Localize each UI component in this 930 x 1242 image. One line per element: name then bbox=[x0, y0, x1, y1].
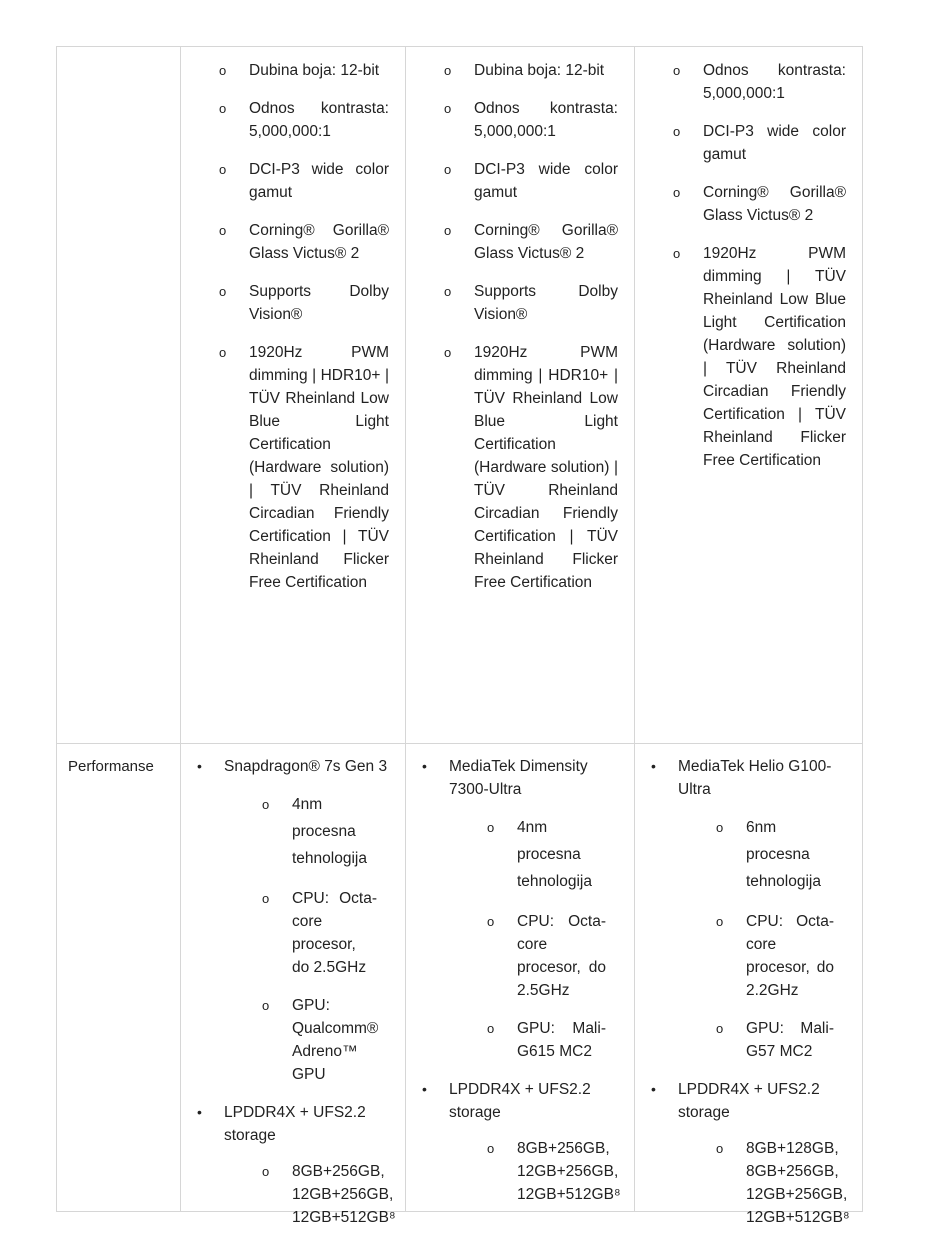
memory-item-text: LPDDR4X + UFS2.2 storage bbox=[678, 1081, 820, 1121]
circle-bullet-icon: o bbox=[444, 223, 452, 238]
memory-item-sub-list bbox=[449, 1137, 622, 1206]
bullet-icon: • bbox=[197, 1104, 202, 1120]
circle-bullet-icon: o bbox=[487, 820, 495, 835]
sub-item-text: Odnos kontrasta: 5,000,000:1 bbox=[474, 100, 618, 140]
sub-list-item bbox=[181, 59, 405, 82]
sub-item-text: Dubina boja: 12-bit bbox=[474, 62, 605, 79]
row-label-cell bbox=[57, 744, 181, 1212]
chip-item-text: Snapdragon® 7s Gen 3 bbox=[224, 758, 388, 775]
memory-item-text: LPDDR4X + UFS2.2 storage bbox=[449, 1081, 591, 1121]
circle-bullet-icon: o bbox=[673, 246, 681, 261]
circle-bullet-icon: o bbox=[219, 101, 227, 116]
sub-list-item bbox=[449, 1017, 622, 1063]
sub-list-item bbox=[181, 280, 405, 326]
circle-bullet-icon: o bbox=[716, 1141, 724, 1156]
sub-list-item bbox=[635, 242, 862, 472]
sub-list-item bbox=[224, 887, 393, 979]
sub-list-item bbox=[181, 158, 405, 204]
bullet-icon: • bbox=[651, 758, 656, 774]
sub-item-text: DCI-P3 wide color gamut bbox=[703, 123, 846, 163]
sub-list-item bbox=[449, 1137, 622, 1206]
sub-item-text: CPU: Octa-core procesor, do 2.5GHz bbox=[517, 913, 606, 999]
circle-bullet-icon: o bbox=[487, 1021, 495, 1036]
display-feature-list bbox=[635, 59, 862, 472]
sub-item-text: DCI-P3 wide color gamut bbox=[249, 161, 389, 201]
phone1-display-cell bbox=[181, 47, 406, 744]
sub-list-item bbox=[635, 59, 862, 105]
circle-bullet-icon: o bbox=[673, 63, 681, 78]
sub-list-item bbox=[678, 1137, 850, 1229]
sub-item-text: 8GB+256GB, 12GB+256GB, 12GB+512GB⁸ bbox=[517, 1140, 621, 1203]
sub-item-text: Corning® Gorilla® Glass Victus® 2 bbox=[474, 222, 618, 262]
circle-bullet-icon: o bbox=[673, 185, 681, 200]
phone2-display-cell bbox=[406, 47, 635, 744]
circle-bullet-icon: o bbox=[219, 162, 227, 177]
sub-item-text: CPU: Octa-core procesor, do 2.5GHz bbox=[292, 890, 377, 976]
sub-item-text: GPU: Mali-G57 MC2 bbox=[746, 1020, 834, 1060]
sub-item-text: Corning® Gorilla® Glass Victus® 2 bbox=[249, 222, 389, 262]
sub-list-item bbox=[406, 158, 634, 204]
memory-item-text: LPDDR4X + UFS2.2 storage bbox=[224, 1104, 366, 1144]
chip-item bbox=[406, 755, 634, 1063]
display-feature-list bbox=[181, 59, 405, 594]
circle-bullet-icon: o bbox=[487, 914, 495, 929]
memory-item-sub-list bbox=[224, 1160, 396, 1229]
sub-item-text: 1920Hz PWM dimming | HDR10+ | TÜV Rheinland Low Blue Light Certification (Hardware solution) | TÜV Rheinland Circadian Friendly Certification | TÜV Rheinland Flicker Free Certification bbox=[474, 344, 618, 591]
sub-item-text: Supports Dolby Vision® bbox=[474, 283, 618, 323]
sub-list-item bbox=[635, 120, 862, 166]
performance-list bbox=[181, 755, 405, 1229]
sub-item-text: Supports Dolby Vision® bbox=[249, 283, 389, 323]
circle-bullet-icon: o bbox=[716, 820, 724, 835]
phone2-performance-cell bbox=[406, 744, 635, 1212]
performance-list bbox=[406, 755, 634, 1206]
phone1-performance-cell bbox=[181, 744, 406, 1226]
circle-bullet-icon: o bbox=[262, 891, 270, 906]
circle-bullet-icon: o bbox=[487, 1141, 495, 1156]
sub-item-text: Corning® Gorilla® Glass Victus® 2 bbox=[703, 184, 846, 224]
sub-list-item bbox=[678, 1017, 850, 1063]
sub-list-item bbox=[406, 59, 634, 82]
sub-list-item bbox=[635, 181, 862, 227]
sub-list-item bbox=[224, 994, 393, 1086]
circle-bullet-icon: o bbox=[444, 162, 452, 177]
sub-item-text: 1920Hz PWM dimming | TÜV Rheinland Low Blue Light Certification (Hardware solution) | TÜV Rheinland Circadian Friendly Certification | TÜV Rheinland Flicker Free Certification bbox=[703, 245, 846, 469]
sub-list-item bbox=[406, 97, 634, 143]
spec-table bbox=[56, 46, 863, 1226]
circle-bullet-icon: o bbox=[219, 345, 227, 360]
sub-list-item bbox=[406, 219, 634, 265]
sub-item-text: 8GB+128GB, 8GB+256GB, 12GB+256GB, 12GB+512GB⁸ bbox=[746, 1140, 850, 1226]
performance-list bbox=[635, 755, 862, 1229]
circle-bullet-icon: o bbox=[444, 284, 452, 299]
sub-list-item bbox=[449, 910, 622, 1002]
circle-bullet-icon: o bbox=[262, 1164, 270, 1179]
sub-item-text: GPU: Mali-G615 MC2 bbox=[517, 1020, 606, 1060]
sub-item-text: 1920Hz PWM dimming | HDR10+ | TÜV Rheinland Low Blue Light Certification (Hardware solution) | TÜV Rheinland Circadian Friendly Certification | TÜV Rheinland Flicker Free Certification bbox=[249, 344, 389, 591]
sub-list-item bbox=[224, 1160, 396, 1229]
bullet-icon: • bbox=[422, 758, 427, 774]
sub-item-text: GPU: Qualcomm® Adreno™ GPU bbox=[292, 997, 379, 1083]
sub-list-item bbox=[406, 280, 634, 326]
sub-item-text: DCI-P3 wide color gamut bbox=[474, 161, 618, 201]
row-label-cell bbox=[57, 47, 181, 744]
sub-list-item bbox=[678, 910, 850, 1002]
sub-list-item bbox=[181, 341, 405, 594]
sub-item-text: 6nm procesna tehnologija bbox=[746, 819, 821, 890]
sub-item-text: CPU: Octa-core procesor, do 2.2GHz bbox=[746, 913, 834, 999]
chip-item bbox=[635, 755, 862, 1063]
chip-item-sub-list bbox=[224, 791, 393, 1086]
table-row-display bbox=[57, 47, 863, 744]
circle-bullet-icon: o bbox=[262, 998, 270, 1013]
sub-list-item bbox=[224, 791, 393, 872]
row-label: Performanse bbox=[68, 758, 154, 775]
memory-item bbox=[406, 1078, 634, 1206]
sub-item-text: 4nm procesna tehnologija bbox=[517, 819, 592, 890]
circle-bullet-icon: o bbox=[444, 345, 452, 360]
sub-item-text: Odnos kontrasta: 5,000,000:1 bbox=[703, 62, 846, 102]
chip-item bbox=[181, 755, 405, 1086]
memory-item bbox=[181, 1101, 405, 1229]
circle-bullet-icon: o bbox=[262, 797, 270, 812]
sub-list-item bbox=[449, 814, 622, 895]
chip-item-sub-list bbox=[678, 814, 850, 1063]
chip-item-text: MediaTek Dimensity 7300-Ultra bbox=[449, 758, 588, 798]
circle-bullet-icon: o bbox=[444, 101, 452, 116]
bullet-icon: • bbox=[197, 758, 202, 774]
circle-bullet-icon: o bbox=[219, 284, 227, 299]
memory-item bbox=[635, 1078, 862, 1229]
circle-bullet-icon: o bbox=[716, 914, 724, 929]
memory-item-sub-list bbox=[678, 1137, 850, 1229]
sub-item-text: 8GB+256GB, 12GB+256GB, 12GB+512GB⁸ bbox=[292, 1163, 396, 1226]
circle-bullet-icon: o bbox=[673, 124, 681, 139]
chip-item-text: MediaTek Helio G100-Ultra bbox=[678, 758, 832, 798]
phone3-display-cell bbox=[635, 47, 863, 744]
circle-bullet-icon: o bbox=[219, 63, 227, 78]
bullet-icon: • bbox=[422, 1081, 427, 1097]
sub-item-text: 4nm procesna tehnologija bbox=[292, 796, 367, 867]
phone3-performance-cell bbox=[635, 744, 863, 1226]
circle-bullet-icon: o bbox=[444, 63, 452, 78]
circle-bullet-icon: o bbox=[219, 223, 227, 238]
sub-list-item bbox=[678, 814, 850, 895]
chip-item-sub-list bbox=[449, 814, 622, 1063]
sub-list-item bbox=[181, 97, 405, 143]
circle-bullet-icon: o bbox=[716, 1021, 724, 1036]
table-row-performance bbox=[57, 744, 863, 1212]
sub-list-item bbox=[181, 219, 405, 265]
sub-list-item bbox=[406, 341, 634, 594]
display-feature-list bbox=[406, 59, 634, 594]
bullet-icon: • bbox=[651, 1081, 656, 1097]
sub-item-text: Dubina boja: 12-bit bbox=[249, 62, 380, 79]
sub-item-text: Odnos kontrasta: 5,000,000:1 bbox=[249, 100, 389, 140]
